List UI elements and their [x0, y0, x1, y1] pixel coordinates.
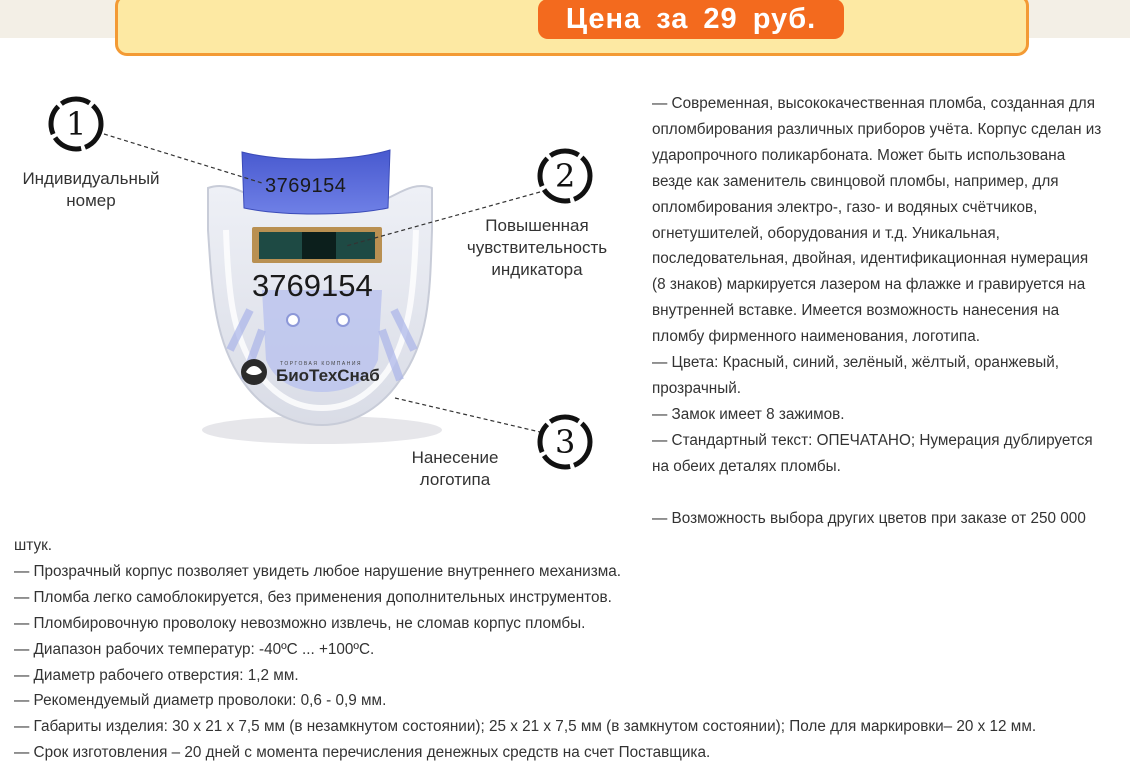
body-number: 3769154 — [252, 268, 373, 303]
list-item: — Диапазон рабочих температур: -40ºС ... +100ºС. — [14, 640, 375, 658]
desc-line: — Цвета: Красный, синий, зелёный, жёлтый, оранжевый, — [652, 354, 1060, 372]
list-item: — Рекомендуемый диаметр проволоки: 0,6 - 0,9 мм. — [14, 692, 387, 710]
callout-number-3: 3 — [555, 423, 576, 461]
logo-text: БиоТехСнаб — [276, 366, 380, 385]
desc-line: внутренней вставке. Имеется возможность нанесения на — [652, 302, 1060, 320]
desc-line: пломбу фирменного наименования, логотипа. — [652, 328, 980, 346]
logo-small-text: ТОРГОВАЯ КОМПАНИЯ — [280, 361, 363, 367]
desc-line: огнетушителей, оборудования и т.д. Уникальная, — [652, 224, 1000, 242]
callout-number-2: 2 — [555, 157, 576, 195]
desc-line: везде как заменитель свинцовой пломбы, например, для — [652, 172, 1059, 190]
list-item: — Пломба легко самоблокируется, без применения дополнительных инструментов. — [14, 588, 612, 606]
list-item: — Срок изготовления – 20 дней с момента перечисления денежных средств на счет Поставщика. — [14, 744, 711, 762]
callout-label-2: Повышенная чувствительность индикатора — [466, 216, 608, 279]
desc-line: — Замок имеет 8 зажимов. — [652, 405, 845, 423]
list-item: — Габариты изделия: 30 х 21 х 7,5 мм (в незамкнутом состоянии); 25 х 21 х 7,5 мм (в замкнутом состоянии); Поле для маркировки– 20 х 12 мм. — [14, 718, 1037, 736]
desc-line: — Современная, высококачественная пломба, созданная для — [652, 95, 1095, 112]
list-item: — Прозрачный корпус позволяет увидеть любое нарушение внутреннего механизма. — [14, 562, 622, 580]
hole-left — [287, 314, 299, 326]
desc-line: — Стандартный текст: ОПЕЧАТАНО; Нумерация дублируется — [652, 431, 1093, 449]
list-item: — Пломбировочную проволоку невозможно извлечь, не сломав корпус пломбы. — [14, 614, 586, 632]
desc-line: — Возможность выбора других цветов при заказе от 250 000 — [652, 509, 1086, 527]
callout-label-1: Индивидуальный номер — [22, 169, 160, 210]
callout-number-1: 1 — [66, 105, 87, 143]
list-item: штук. — [14, 537, 53, 554]
product-illustration — [0, 80, 640, 510]
desc-line: опломбирования различных приборов учёта. Корпус сделан из — [652, 120, 1102, 138]
desc-line: последовательная, двойная, идентификационная нумерация — [652, 250, 1089, 268]
price-panel — [115, 0, 1029, 56]
hole-right — [337, 314, 349, 326]
list-item: — Диаметр рабочего отверстия: 1,2 мм. — [14, 666, 299, 684]
desc-line-blank — [652, 480, 1130, 506]
price-tag: Цена за 29 руб. — [538, 0, 844, 39]
desc-line: на обеих деталях пломбы. — [652, 457, 841, 475]
features-list — [14, 533, 1130, 766]
desc-line: ударопрочного поликарбоната. Может быть использована — [652, 146, 1066, 164]
desc-line: опломбирования электро-, газо- и водяных счётчиков, — [652, 198, 1038, 216]
flag-number: 3769154 — [265, 175, 347, 197]
product-description — [652, 91, 1130, 531]
desc-line: (8 знаков) маркируется лазером на флажке и гравируется на — [652, 276, 1086, 294]
callout-label-3: Нанесение логотипа — [411, 448, 499, 489]
desc-line: прозрачный. — [652, 379, 742, 397]
